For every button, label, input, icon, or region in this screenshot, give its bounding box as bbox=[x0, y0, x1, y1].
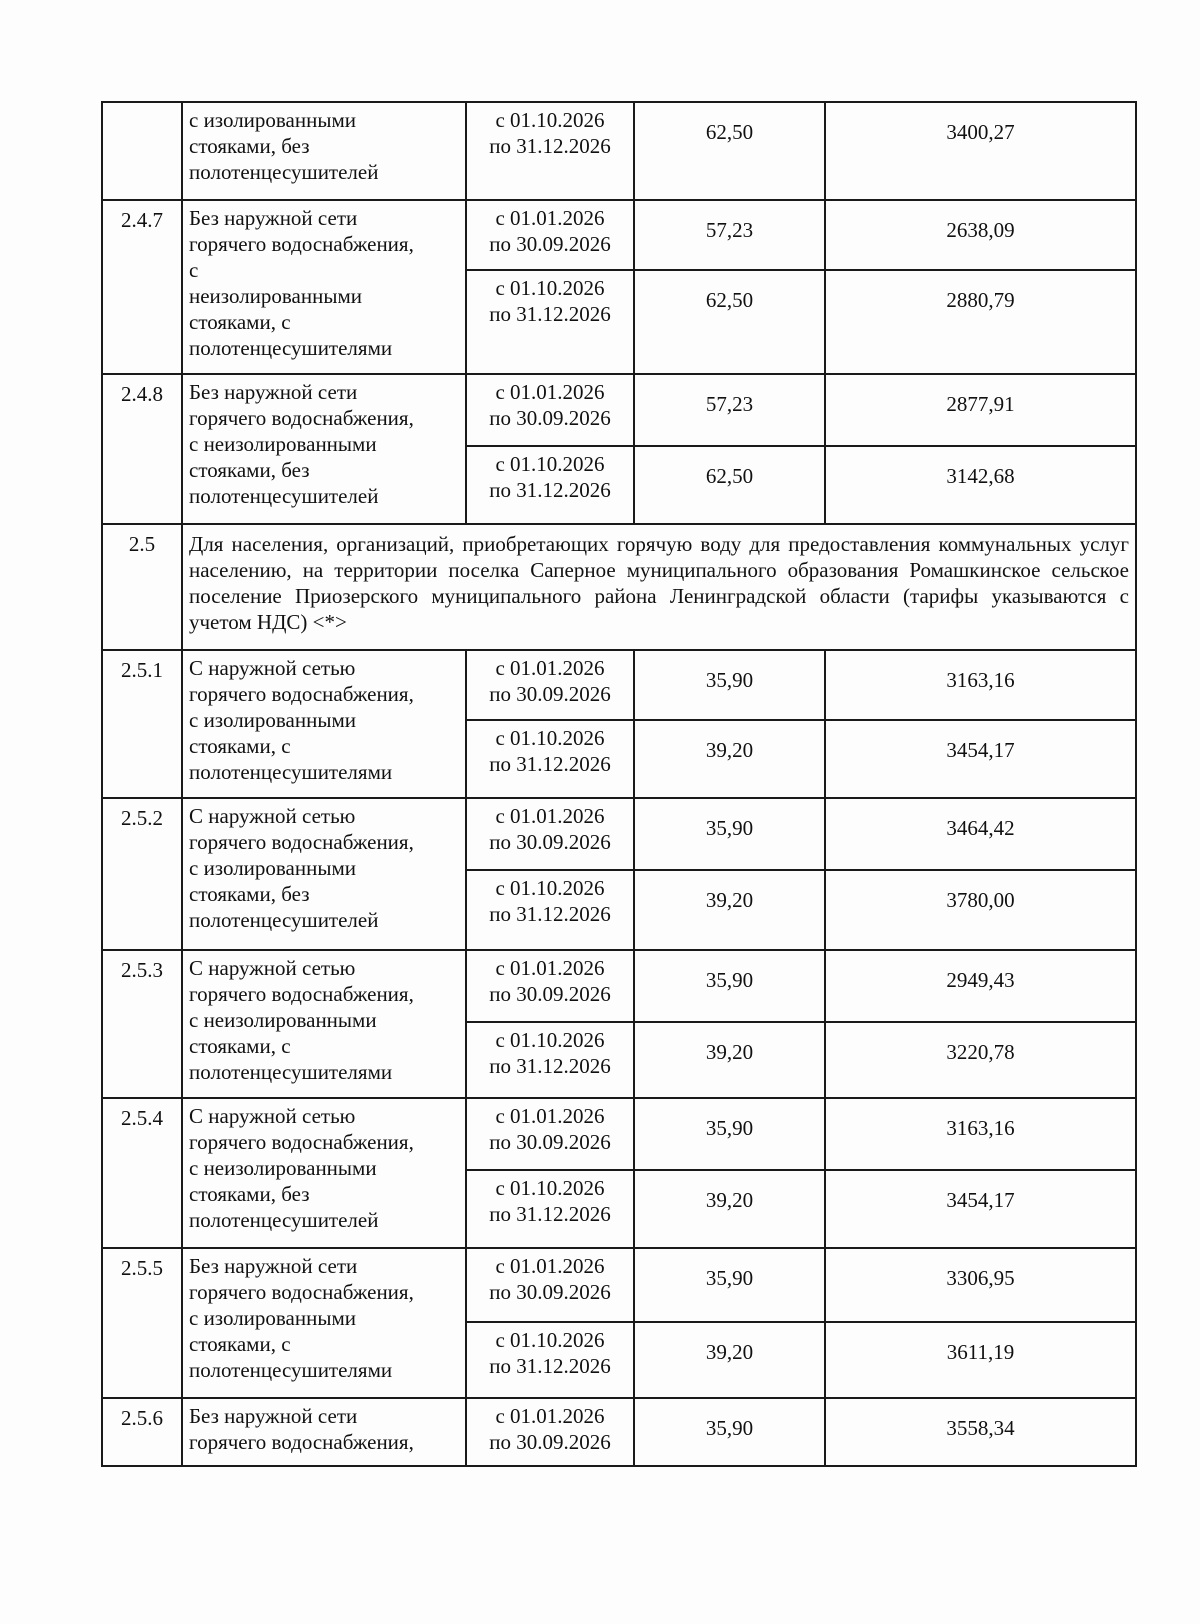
description-line: горячего водоснабжения, bbox=[189, 406, 414, 430]
period-to: по 30.09.2026 bbox=[489, 682, 611, 706]
price-value: 2638,09 bbox=[825, 200, 1136, 270]
period-dates bbox=[466, 950, 634, 1022]
item-description bbox=[182, 798, 466, 950]
item-number: 2.5.3 bbox=[102, 950, 182, 1098]
description-line: с неизолированными bbox=[189, 1008, 377, 1032]
volume-value: 57,23 bbox=[634, 374, 825, 446]
period-from: с 01.01.2026 bbox=[495, 380, 605, 404]
period-dates bbox=[466, 200, 634, 270]
volume-value: 62,50 bbox=[634, 102, 825, 200]
description-line: С наружной сетью bbox=[189, 656, 356, 680]
period-from: с 01.01.2026 bbox=[495, 956, 605, 980]
period-from: с 01.01.2026 bbox=[495, 1404, 605, 1428]
period-to: по 30.09.2026 bbox=[489, 232, 611, 256]
period-dates bbox=[466, 1098, 634, 1170]
price-value: 3454,17 bbox=[825, 1170, 1136, 1248]
period-to: по 31.12.2026 bbox=[489, 478, 611, 502]
description-line: полотенцесушителей bbox=[189, 1208, 379, 1232]
period-to: по 31.12.2026 bbox=[489, 1202, 611, 1226]
price-value: 3163,16 bbox=[825, 1098, 1136, 1170]
period-to: по 31.12.2026 bbox=[489, 302, 611, 326]
description-line: горячего водоснабжения, bbox=[189, 232, 414, 256]
tariff-row bbox=[102, 102, 1136, 200]
period-from: с 01.01.2026 bbox=[495, 206, 605, 230]
price-value: 3400,27 bbox=[825, 102, 1136, 200]
description-line: горячего водоснабжения, bbox=[189, 682, 414, 706]
price-value: 2880,79 bbox=[825, 270, 1136, 374]
description-line: полотенцесушителей bbox=[189, 908, 379, 932]
description-line: С наружной сетью bbox=[189, 804, 356, 828]
period-from: с 01.10.2026 bbox=[495, 1028, 605, 1052]
price-value: 3454,17 bbox=[825, 720, 1136, 798]
price-value: 3464,42 bbox=[825, 798, 1136, 870]
period-to: по 30.09.2026 bbox=[489, 406, 611, 430]
price-value: 2949,43 bbox=[825, 950, 1136, 1022]
price-value: 3558,34 bbox=[825, 1398, 1136, 1466]
section-number: 2.5 bbox=[102, 524, 182, 650]
item-description bbox=[182, 102, 466, 200]
item-number: 2.5.5 bbox=[102, 1248, 182, 1398]
description-line: с неизолированными bbox=[189, 432, 377, 456]
period-dates bbox=[466, 1322, 634, 1398]
volume-value: 35,90 bbox=[634, 950, 825, 1022]
price-value: 3142,68 bbox=[825, 446, 1136, 524]
period-dates bbox=[466, 1022, 634, 1098]
volume-value: 39,20 bbox=[634, 720, 825, 798]
period-dates bbox=[466, 720, 634, 798]
description-line: неизолированными bbox=[189, 284, 362, 308]
price-value: 3306,95 bbox=[825, 1248, 1136, 1322]
period-dates bbox=[466, 374, 634, 446]
volume-value: 39,20 bbox=[634, 1022, 825, 1098]
item-number: 2.4.8 bbox=[102, 374, 182, 524]
tariff-table-body bbox=[102, 102, 1136, 1466]
item-description bbox=[182, 1398, 466, 1466]
section-row bbox=[102, 524, 1136, 650]
description-line: Без наружной сети bbox=[189, 206, 358, 230]
price-value: 3611,19 bbox=[825, 1322, 1136, 1398]
period-dates bbox=[466, 270, 634, 374]
period-from: с 01.10.2026 bbox=[495, 108, 605, 132]
price-value: 3220,78 bbox=[825, 1022, 1136, 1098]
description-line: стояками, с bbox=[189, 1332, 291, 1356]
period-dates bbox=[466, 102, 634, 200]
description-line: стояками, без bbox=[189, 134, 310, 158]
description-line: стояками, с bbox=[189, 734, 291, 758]
item-description bbox=[182, 1098, 466, 1248]
description-line: с изолированными bbox=[189, 108, 356, 132]
period-dates bbox=[466, 798, 634, 870]
period-from: с 01.10.2026 bbox=[495, 452, 605, 476]
volume-value: 35,90 bbox=[634, 1398, 825, 1466]
description-line: с изолированными bbox=[189, 708, 356, 732]
item-description bbox=[182, 650, 466, 798]
item-number: 2.5.6 bbox=[102, 1398, 182, 1466]
item-description bbox=[182, 200, 466, 374]
description-line: С наружной сетью bbox=[189, 956, 356, 980]
description-line: стояками, без bbox=[189, 882, 310, 906]
tariff-row bbox=[102, 1248, 1136, 1322]
period-to: по 30.09.2026 bbox=[489, 982, 611, 1006]
description-line: горячего водоснабжения, bbox=[189, 830, 414, 854]
period-from: с 01.10.2026 bbox=[495, 1328, 605, 1352]
description-line: горячего водоснабжения, bbox=[189, 1430, 414, 1454]
description-line: полотенцесушителей bbox=[189, 160, 379, 184]
description-line: полотенцесушителями bbox=[189, 336, 393, 360]
price-value: 2877,91 bbox=[825, 374, 1136, 446]
item-number: 2.5.1 bbox=[102, 650, 182, 798]
description-line: стояками, с bbox=[189, 1034, 291, 1058]
period-to: по 31.12.2026 bbox=[489, 134, 611, 158]
period-from: с 01.10.2026 bbox=[495, 876, 605, 900]
period-dates bbox=[466, 650, 634, 720]
description-line: Без наружной сети bbox=[189, 380, 358, 404]
period-from: с 01.10.2026 bbox=[495, 1176, 605, 1200]
description-line: с bbox=[189, 258, 199, 282]
volume-value: 35,90 bbox=[634, 1098, 825, 1170]
tariff-table bbox=[101, 101, 1137, 1467]
period-dates bbox=[466, 1248, 634, 1322]
period-from: с 01.01.2026 bbox=[495, 1254, 605, 1278]
item-number: 2.5.4 bbox=[102, 1098, 182, 1248]
volume-value: 35,90 bbox=[634, 1248, 825, 1322]
description-line: стояками, без bbox=[189, 1182, 310, 1206]
period-to: по 31.12.2026 bbox=[489, 752, 611, 776]
tariff-row bbox=[102, 200, 1136, 270]
description-line: полотенцесушителями bbox=[189, 1358, 393, 1382]
description-line: стояками, без bbox=[189, 458, 310, 482]
period-from: с 01.01.2026 bbox=[495, 1104, 605, 1128]
description-line: горячего водоснабжения, bbox=[189, 1130, 414, 1154]
item-description bbox=[182, 1248, 466, 1398]
tariff-row bbox=[102, 650, 1136, 720]
item-description bbox=[182, 374, 466, 524]
description-line: с изолированными bbox=[189, 1306, 356, 1330]
period-dates bbox=[466, 870, 634, 950]
tariff-row bbox=[102, 1098, 1136, 1170]
description-line: С наружной сетью bbox=[189, 1104, 356, 1128]
tariff-row bbox=[102, 950, 1136, 1022]
period-dates bbox=[466, 446, 634, 524]
price-value: 3780,00 bbox=[825, 870, 1136, 950]
item-number: 2.5.2 bbox=[102, 798, 182, 950]
period-to: по 30.09.2026 bbox=[489, 830, 611, 854]
volume-value: 35,90 bbox=[634, 650, 825, 720]
description-line: полотенцесушителями bbox=[189, 1060, 393, 1084]
period-from: с 01.01.2026 bbox=[495, 804, 605, 828]
period-from: с 01.10.2026 bbox=[495, 276, 605, 300]
description-line: с изолированными bbox=[189, 856, 356, 880]
volume-value: 39,20 bbox=[634, 870, 825, 950]
period-from: с 01.01.2026 bbox=[495, 656, 605, 680]
period-dates bbox=[466, 1398, 634, 1466]
volume-value: 62,50 bbox=[634, 446, 825, 524]
tariff-row bbox=[102, 798, 1136, 870]
price-value: 3163,16 bbox=[825, 650, 1136, 720]
period-to: по 31.12.2026 bbox=[489, 1054, 611, 1078]
volume-value: 62,50 bbox=[634, 270, 825, 374]
period-dates bbox=[466, 1170, 634, 1248]
volume-value: 35,90 bbox=[634, 798, 825, 870]
item-number: 2.4.7 bbox=[102, 200, 182, 374]
period-to: по 31.12.2026 bbox=[489, 902, 611, 926]
description-line: Без наружной сети bbox=[189, 1254, 358, 1278]
item-number bbox=[102, 102, 182, 200]
tariff-row bbox=[102, 1398, 1136, 1466]
description-line: горячего водоснабжения, bbox=[189, 982, 414, 1006]
period-to: по 31.12.2026 bbox=[489, 1354, 611, 1378]
volume-value: 39,20 bbox=[634, 1322, 825, 1398]
description-line: Без наружной сети bbox=[189, 1404, 358, 1428]
section-description: Для населения, организаций, приобретающих горячую воду для предоставления коммунальных услуг населению, на территории поселка Саперное муниципального образования Ромашкинское сельское поселение Приозерского муниципального района Ленинградской области (тарифы указываются с учетом НДС) <*> bbox=[182, 524, 1136, 650]
description-line: стояками, с bbox=[189, 310, 291, 334]
period-to: по 30.09.2026 bbox=[489, 1280, 611, 1304]
description-line: полотенцесушителей bbox=[189, 484, 379, 508]
description-line: полотенцесушителями bbox=[189, 760, 393, 784]
item-description bbox=[182, 950, 466, 1098]
period-to: по 30.09.2026 bbox=[489, 1430, 611, 1454]
period-from: с 01.10.2026 bbox=[495, 726, 605, 750]
volume-value: 39,20 bbox=[634, 1170, 825, 1248]
volume-value: 57,23 bbox=[634, 200, 825, 270]
description-line: с неизолированными bbox=[189, 1156, 377, 1180]
tariff-row bbox=[102, 374, 1136, 446]
period-to: по 30.09.2026 bbox=[489, 1130, 611, 1154]
description-line: горячего водоснабжения, bbox=[189, 1280, 414, 1304]
